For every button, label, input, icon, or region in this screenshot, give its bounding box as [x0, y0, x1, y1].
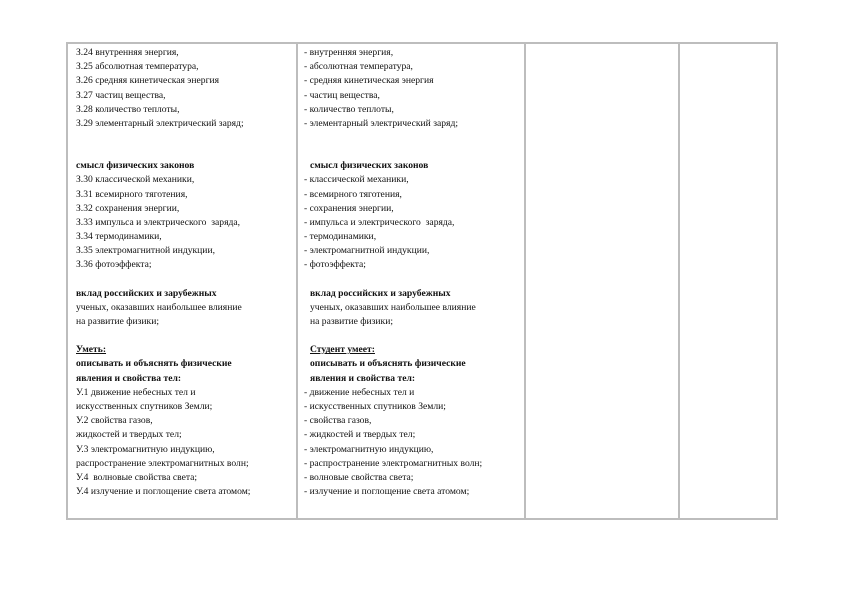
- table-line: З.31 всемирного тяготения,: [76, 188, 188, 200]
- table-line: - свойства газов,: [304, 415, 372, 427]
- table-line: У.4 излучение и поглощение света атомом;: [76, 486, 251, 498]
- section-heading: вклад российских и зарубежных: [76, 287, 217, 299]
- table-column-empty-4: [678, 44, 776, 518]
- section-heading: описывать и объяснять физические: [310, 358, 466, 370]
- table-line: - средняя кинетическая энергия: [304, 75, 434, 87]
- table-line: - электромагнитную индукцию,: [304, 443, 434, 455]
- table-line: - фотоэффекта;: [304, 259, 366, 271]
- table-column-results: [296, 44, 524, 518]
- table-column-empty-3: [524, 44, 678, 518]
- section-heading: описывать и объяснять физические: [76, 358, 232, 370]
- table-line: З.27 частиц вещества,: [76, 89, 166, 101]
- spacer: [304, 273, 524, 287]
- table-line: У.3 электромагнитную индукцию,: [76, 443, 215, 455]
- table-line: ученых, оказавших наибольшее влияние: [310, 301, 476, 313]
- table-line: - искусственных спутников Земли;: [304, 400, 446, 412]
- table-line: З.25 абсолютная температура,: [76, 61, 199, 73]
- spacer: [304, 329, 524, 343]
- spacer: [76, 131, 296, 159]
- table-line: З.34 термодинамики,: [76, 231, 162, 243]
- table-line: - всемирного тяготения,: [304, 188, 402, 200]
- skills-heading: Студент умеет:: [310, 344, 375, 356]
- table-line: искусственных спутников Земли;: [76, 400, 213, 412]
- table-line: У.2 свойства газов,: [76, 415, 153, 427]
- table-line: З.28 количество теплоты,: [76, 103, 180, 115]
- table-column-requirements: [68, 44, 296, 518]
- table-line: - частиц вещества,: [304, 89, 380, 101]
- table-line: У.1 движение небесных тел и: [76, 386, 196, 398]
- table-line: на развитие физики;: [310, 316, 394, 327]
- table-line: - распространение электромагнитных волн;: [304, 457, 483, 469]
- skills-heading: Уметь:: [76, 344, 107, 356]
- table-cell-text: [680, 44, 776, 58]
- table-line: - импульса и электрического заряда,: [304, 216, 455, 228]
- table-line: З.33 импульса и электрического заряда,: [76, 216, 241, 228]
- table-line: З.30 классической механики,: [76, 174, 195, 186]
- table-line: на развитие физики;: [76, 316, 160, 327]
- section-heading: вклад российских и зарубежных: [310, 287, 451, 299]
- table-line: - внутренняя энергия,: [304, 47, 394, 58]
- table-line: У.4 волновые свойства света;: [76, 471, 198, 483]
- table-cell-text: [526, 44, 678, 58]
- table-line: З.24 внутренняя энергия,: [76, 47, 179, 58]
- spacer: [304, 131, 524, 159]
- section-heading: явления и свойства тел:: [310, 372, 416, 384]
- table-line: З.26 средняя кинетическая энергия: [76, 75, 220, 87]
- table-line: - сохранения энергии,: [304, 202, 394, 214]
- table-line: - излучение и поглощение света атомом;: [304, 486, 470, 498]
- table-line: - элементарный электрический заряд;: [304, 117, 459, 129]
- table-line: З.32 сохранения энергии,: [76, 202, 180, 214]
- table-line: распространение электромагнитных волн;: [76, 457, 249, 469]
- table-line: - движение небесных тел и: [304, 386, 415, 398]
- table-line: З.29 элементарный электрический заряд;: [76, 117, 244, 129]
- section-heading: явления и свойства тел:: [76, 372, 182, 384]
- table-line: - абсолютная температура,: [304, 61, 413, 73]
- table-line: - термодинамики,: [304, 231, 377, 243]
- table-line: - электромагнитной индукции,: [304, 245, 430, 257]
- spacer: [76, 273, 296, 287]
- table-line: - волновые свойства света;: [304, 471, 414, 483]
- document-table: [66, 42, 778, 520]
- table-line: - жидкостей и твердых тел;: [304, 429, 416, 441]
- table-line: жидкостей и твердых тел;: [76, 429, 182, 441]
- table-line: - количество теплоты,: [304, 103, 394, 115]
- spacer: [76, 329, 296, 343]
- table-line: З.36 фотоэффекта;: [76, 259, 152, 271]
- table-line: З.35 электромагнитной индукции,: [76, 245, 215, 257]
- table-line: ученых, оказавших наибольшее влияние: [76, 301, 242, 313]
- section-heading: смысл физических законов: [76, 160, 195, 172]
- table-line: - классической механики,: [304, 174, 409, 186]
- section-heading: смысл физических законов: [310, 160, 429, 172]
